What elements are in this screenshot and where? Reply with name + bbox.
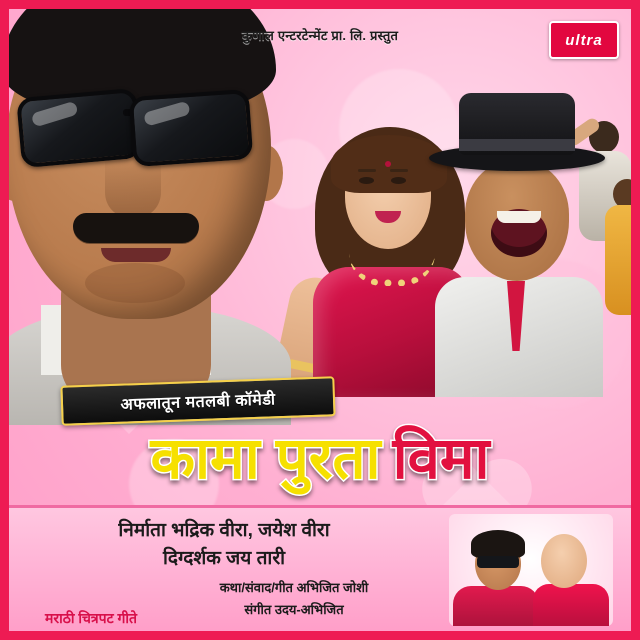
presenter-text: कुणाल एन्टरटेन्मेंट प्रा. लि. प्रस्तुत xyxy=(241,28,399,43)
movie-title xyxy=(9,417,631,501)
music-credit: संगीत उदय-अभिजित xyxy=(244,602,344,617)
story-credit: कथा/संवाद/गीत अभिजित जोशी xyxy=(219,580,369,595)
credits-band xyxy=(9,505,631,631)
top-credit-strip xyxy=(9,9,631,61)
movie-title-part2: विमा xyxy=(392,426,490,491)
sunglasses-icon xyxy=(19,89,259,161)
category-label: मराठी चित्रपट गीते xyxy=(45,610,138,626)
studio-logo-text: ultra xyxy=(565,31,603,49)
actor-with-hat-portrait xyxy=(429,89,609,389)
studio-logo xyxy=(549,21,619,59)
poster-artwork xyxy=(9,9,631,631)
genre-ribbon-text: अफलातून मतलबी कॉमेडी xyxy=(120,391,276,414)
producer-credit: निर्माता भद्रिक वीरा, जयेश वीरा xyxy=(118,520,330,541)
couple-photo xyxy=(449,514,613,626)
sunglasses-icon xyxy=(477,556,519,568)
director-credit: दिग्दर्शक जय तारी xyxy=(162,548,286,569)
movie-title-part1: कामा पुरता xyxy=(150,426,381,491)
lead-actor-portrait xyxy=(9,9,331,405)
